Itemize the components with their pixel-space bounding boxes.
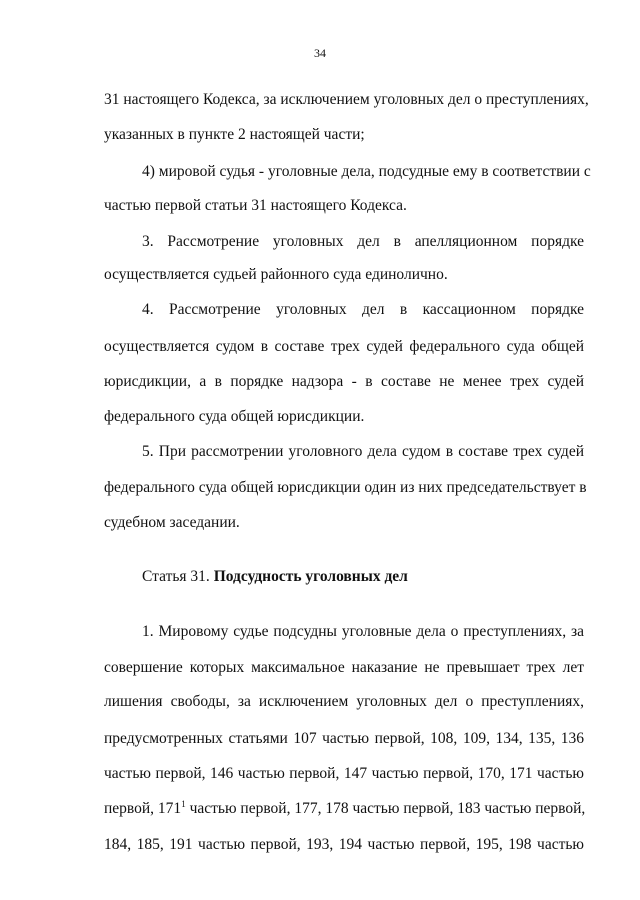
paragraph-line: 184, 185, 191 частью первой, 193, 194 частью первой, 195, 198 частью xyxy=(104,836,584,853)
paragraph-line: 1. Мировому судье подсудны уголовные дела о преступлениях, за xyxy=(142,623,584,640)
paragraph-line: 3. Рассмотрение уголовных дел в апелляционном порядке xyxy=(142,233,584,250)
paragraph-line: федерального суда общей юрисдикции. xyxy=(104,408,365,425)
paragraph-line: лишения свободы, за исключением уголовных дел о преступлениях, xyxy=(104,693,584,710)
superscript: 1 xyxy=(181,798,186,809)
paragraph-line: предусмотренных статьями 107 частью первой, 108, 109, 134, 135, 136 xyxy=(104,730,584,747)
paragraph-line: юрисдикции, а в порядке надзора - в составе не менее трех судей xyxy=(104,373,584,390)
paragraph-line: осуществляется судьей районного суда единолично. xyxy=(104,266,448,283)
paragraph-line: 4) мировой судья - уголовные дела, подсудные ему в соответствии с xyxy=(142,163,591,180)
paragraph-line: частью первой, 146 частью первой, 147 частью первой, 170, 171 частью xyxy=(104,765,584,782)
paragraph-line: 4. Рассмотрение уголовных дел в кассационном порядке xyxy=(142,301,584,318)
paragraph-line: осуществляется судом в составе трех судей федерального суда общей xyxy=(104,338,584,355)
line-text: частью первой, 177, 178 частью первой, 183 частью первой, xyxy=(185,800,586,817)
article-number: Статья 31. xyxy=(142,568,214,585)
paragraph-line: частью первой статьи 31 настоящего Кодекса. xyxy=(104,197,407,214)
article-heading xyxy=(142,567,584,587)
paragraph-line: совершение которых максимальное наказание не превышает трех лет xyxy=(104,659,584,676)
line-text: первой, 171 xyxy=(104,800,182,817)
article-title: Подсудность уголовных дел xyxy=(213,568,408,585)
paragraph-line: указанных в пункте 2 настоящей части; xyxy=(104,126,365,143)
paragraph-line: 31 настоящего Кодекса, за исключением уголовных дел о преступлениях, xyxy=(104,91,589,108)
paragraph-line: судебном заседании. xyxy=(104,514,240,531)
page-number: 34 xyxy=(314,46,326,60)
paragraph-line xyxy=(104,799,584,819)
paragraph-line: 5. При рассмотрении уголовного дела судом в составе трех судей xyxy=(142,443,584,460)
paragraph-line: федерального суда общей юрисдикции один из них председательствует в xyxy=(104,479,587,496)
